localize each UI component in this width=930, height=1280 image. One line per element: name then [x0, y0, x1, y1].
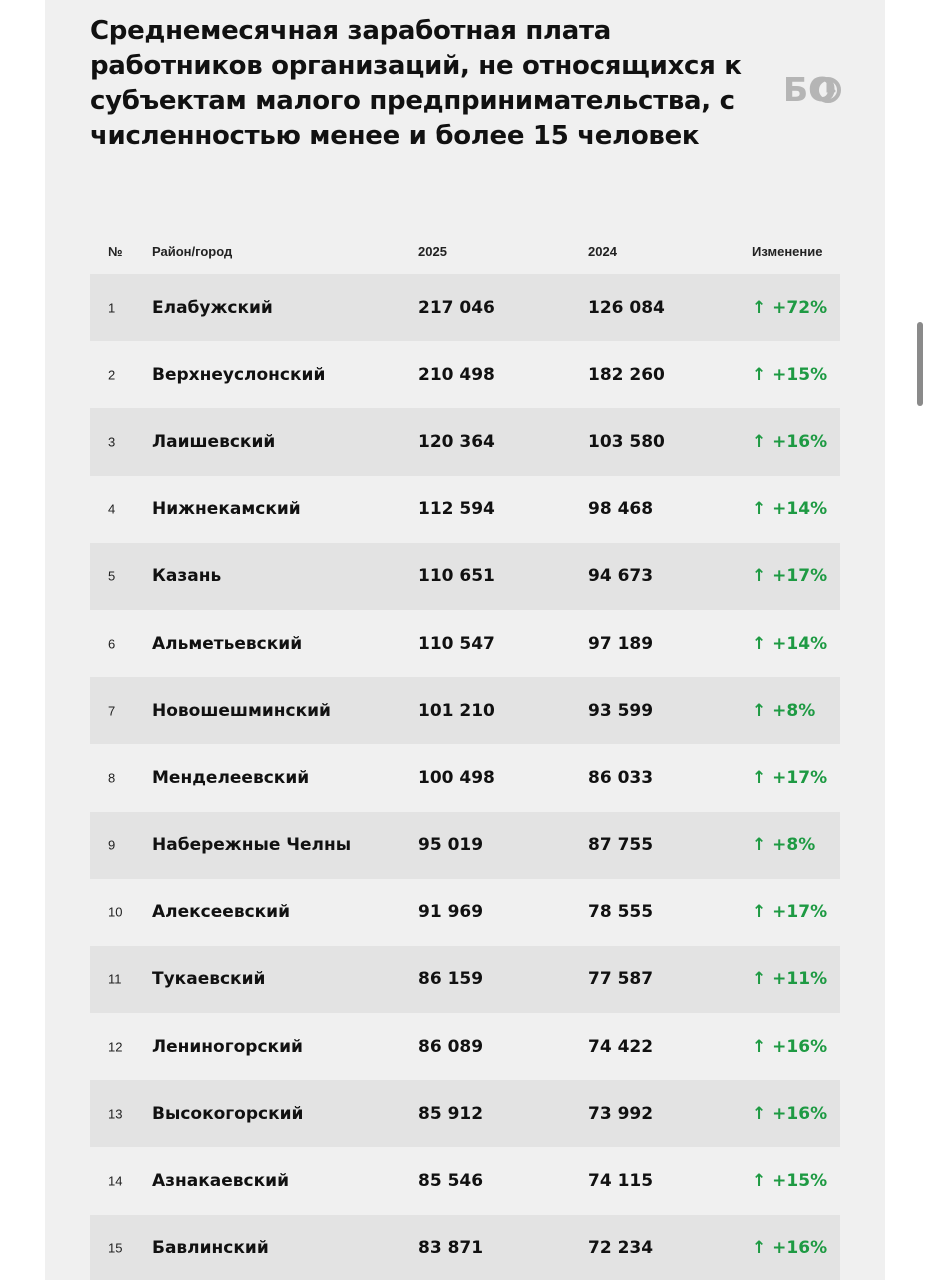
- change-percent: ↑ +16%: [752, 1036, 828, 1057]
- change-percent: ↑ +17%: [752, 566, 828, 587]
- salary-2025: 85 546: [418, 1171, 484, 1192]
- change-percent: ↑ +14%: [752, 633, 828, 654]
- table-row: [90, 341, 840, 408]
- table-row: [90, 476, 840, 543]
- table-row: [90, 610, 840, 677]
- row-number: 15: [108, 1240, 123, 1256]
- row-number: 8: [108, 770, 116, 786]
- salary-2025: 110 547: [418, 633, 495, 654]
- salary-2025: 86 089: [418, 1036, 484, 1057]
- salary-2024: 72 234: [588, 1238, 654, 1259]
- salary-2024: 77 587: [588, 969, 654, 990]
- table-row: [90, 812, 840, 879]
- salary-2024: 74 422: [588, 1036, 654, 1057]
- row-number: 5: [108, 568, 116, 584]
- change-percent: ↑ +8%: [752, 835, 816, 856]
- column-header-number: №: [108, 244, 123, 259]
- brand-logo-text: БО: [783, 70, 837, 109]
- salary-2025: 95 019: [418, 835, 484, 856]
- salary-2024: 86 033: [588, 767, 654, 788]
- table-row: [90, 274, 840, 341]
- district-name: Новошешминский: [152, 700, 331, 721]
- scrollbar-thumb[interactable]: [917, 322, 923, 406]
- row-number: 10: [108, 904, 123, 920]
- salary-2024: 97 189: [588, 633, 654, 654]
- table-row: [90, 408, 840, 475]
- district-name: Нижнекамский: [152, 499, 301, 520]
- table-row: [90, 1080, 840, 1147]
- district-name: Лаишевский: [152, 431, 276, 452]
- row-number: 1: [108, 300, 116, 316]
- change-percent: ↑ +16%: [752, 431, 828, 452]
- salary-2025: 86 159: [418, 969, 484, 990]
- column-header-district: Район/город: [152, 244, 233, 259]
- table-body: [90, 274, 840, 1280]
- row-number: 2: [108, 367, 116, 383]
- change-percent: ↑ +72%: [752, 297, 828, 318]
- salary-2025: 83 871: [418, 1238, 484, 1259]
- change-percent: ↑ +17%: [752, 767, 828, 788]
- change-percent: ↑ +11%: [752, 969, 828, 990]
- column-header-2024: 2024: [588, 244, 617, 259]
- district-name: Казань: [152, 566, 222, 587]
- salary-2025: 85 912: [418, 1103, 484, 1124]
- row-number: 4: [108, 501, 116, 517]
- salary-2025: 110 651: [418, 566, 495, 587]
- district-name: Альметьевский: [152, 633, 303, 654]
- row-number: 7: [108, 703, 116, 719]
- table-row: [90, 1147, 840, 1214]
- salary-2024: 93 599: [588, 700, 654, 721]
- district-name: Алексеевский: [152, 902, 291, 923]
- salary-2025: 101 210: [418, 700, 495, 721]
- salary-2024: 98 468: [588, 499, 654, 520]
- table-row: [90, 543, 840, 610]
- salary-2025: 120 364: [418, 431, 495, 452]
- table-row: [90, 946, 840, 1013]
- row-number: 12: [108, 1039, 123, 1055]
- row-number: 6: [108, 636, 116, 652]
- salary-2025: 91 969: [418, 902, 484, 923]
- change-percent: ↑ +16%: [752, 1238, 828, 1259]
- row-number: 3: [108, 434, 116, 450]
- change-percent: ↑ +8%: [752, 700, 816, 721]
- salary-2024: 74 115: [588, 1171, 654, 1192]
- salary-2024: 126 084: [588, 297, 665, 318]
- district-name: Елабужский: [152, 297, 273, 318]
- salary-2025: 217 046: [418, 297, 495, 318]
- district-name: Верхнеуслонский: [152, 364, 326, 385]
- salary-2025: 210 498: [418, 364, 495, 385]
- district-name: Бавлинский: [152, 1238, 269, 1259]
- change-percent: ↑ +17%: [752, 902, 828, 923]
- salary-2024: 73 992: [588, 1103, 654, 1124]
- table-row: [90, 1215, 840, 1280]
- table-row: [90, 1013, 840, 1080]
- salary-2025: 112 594: [418, 499, 495, 520]
- salary-2024: 94 673: [588, 566, 654, 587]
- row-number: 13: [108, 1106, 123, 1122]
- district-name: Набережные Челны: [152, 835, 352, 856]
- column-header-2025: 2025: [418, 244, 447, 259]
- change-percent: ↑ +15%: [752, 1171, 828, 1192]
- change-percent: ↑ +15%: [752, 364, 828, 385]
- district-name: Менделеевский: [152, 767, 310, 788]
- district-name: Тукаевский: [152, 969, 266, 990]
- change-percent: ↑ +14%: [752, 499, 828, 520]
- page-title: Среднемесячная заработная плата работников организаций, не относящихся к субъектам малого предпринимательства, с численностью менее и более 15 человек: [90, 16, 742, 151]
- district-name: Азнакаевский: [152, 1171, 289, 1192]
- brand-logo: [783, 68, 845, 110]
- column-header-change: Изменение: [752, 244, 823, 259]
- table-header: [90, 236, 840, 268]
- table-row: [90, 744, 840, 811]
- district-name: Высокогорский: [152, 1103, 304, 1124]
- row-number: 14: [108, 1173, 123, 1189]
- change-percent: ↑ +16%: [752, 1103, 828, 1124]
- salary-2024: 103 580: [588, 431, 665, 452]
- table-row: [90, 677, 840, 744]
- district-name: Лениногорский: [152, 1036, 303, 1057]
- salary-2024: 78 555: [588, 902, 654, 923]
- salary-2025: 100 498: [418, 767, 495, 788]
- table-row: [90, 879, 840, 946]
- salary-2024: 87 755: [588, 835, 654, 856]
- infographic-card: [45, 0, 885, 1280]
- salary-2024: 182 260: [588, 364, 665, 385]
- row-number: 9: [108, 837, 116, 853]
- row-number: 11: [108, 971, 122, 987]
